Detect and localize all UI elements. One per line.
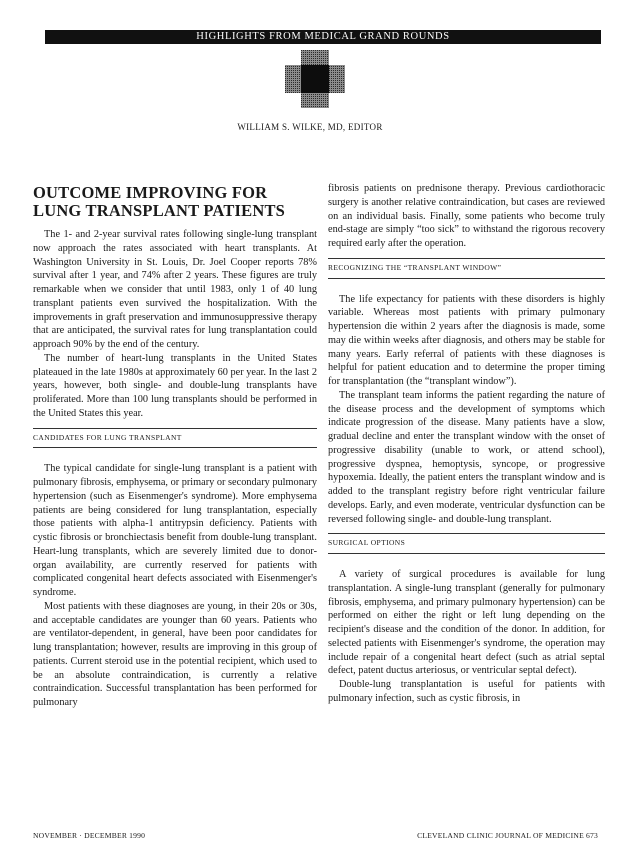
left-column bbox=[33, 184, 317, 710]
intro-paragraph-2: The number of heart-lung transplants in the United States plateaued in the late 1980s at approximately 60 per year. In the last 2 years, however, both single- and double-lung transplants have proliferated. More than 100 lung transplants should be performed in the United States this year. bbox=[33, 352, 317, 419]
candidates-continuation: fibrosis patients on prednisone therapy. Previous cardiothoracic surgery is another relative contraindication, but cases are reviewed on an individual basis. Finally, some patients who become truly end-stage are simply “too sick” to withstand the rigorous recovery required early after the operation. bbox=[328, 183, 605, 249]
right-column bbox=[328, 182, 605, 706]
editor-credit: WILLIAM S. WILKE, MD, EDITOR bbox=[237, 122, 383, 132]
footer-journal-page: CLEVELAND CLINIC JOURNAL OF MEDICINE 673 bbox=[417, 831, 598, 840]
section-banner: HIGHLIGHTS FROM MEDICAL GRAND ROUNDS bbox=[45, 30, 601, 44]
intro-paragraph-1: The 1- and 2-year survival rates following single-lung transplant now approach the rates associated with heart transplants. At Washington University in St. Louis, Dr. Joel Cooper reports 78% survival after 1 year, and 74% after 2 years. These figures are truly remarkable when we consider that until 1983, only 1 of 40 lung transplant patients even survived the hospitalization. With the improvements in graft preservation and immunosuppressive therapy that are anticipated, the survival rates for lung transplantation could approach 90% by the end of the century. bbox=[33, 229, 317, 350]
footer-date: NOVEMBER · DECEMBER 1990 bbox=[33, 831, 146, 840]
section-heading-transplant-window: RECOGNIZING THE “TRANSPLANT WINDOW” bbox=[328, 258, 605, 279]
journal-logo-icon bbox=[285, 50, 345, 108]
window-paragraph-1: The life expectancy for patients with these disorders is highly variable. Whereas most patients with primary pulmonary hypertension die within 2 years after the diagnosis is made, some may die within weeks after diagnosis, and others may be stable for many years. Early referral of patients with these diagnoses is helpful for patient education and to determine the proper timing for transplantation (the “transplant window”). bbox=[328, 293, 605, 387]
surgical-paragraph-2: Double-lung transplantation is useful for patients with pulmonary infection, such as cystic fibrosis, in bbox=[328, 679, 605, 704]
section-heading-candidates: CANDIDATES FOR LUNG TRANSPLANT bbox=[33, 428, 317, 449]
window-paragraph-2: The transplant team informs the patient regarding the nature of the disease process and the development of symptoms which indicate progression of the disease. Many patients have a slow, gradual decline and enter the transplant window with the onset of progressive disability (unable to work, or attend school), progressive dyspnea, hemoptysis, syncope, or progressive hypoxemia. Ideally, the patient enters the transplant window and is added to the transplant registry before right ventricular failure develops. Early, and even moderate, ventricular dysfunction can be reversed following single- and double-lung transplant. bbox=[328, 389, 605, 525]
section-heading-surgical-options: SURGICAL OPTIONS bbox=[328, 533, 605, 554]
article-title: OUTCOME IMPROVING FOR LUNG TRANSPLANT PATIENTS bbox=[33, 183, 286, 220]
surgical-paragraph-1: A variety of surgical procedures is available for lung transplantation. A single-lung transplant (generally for pulmonary fibrosis, emphysema, and primary pulmonary hypertension) can be performed on either the right or left lung depending on the recipient's disease and the condition of the donor. In addition, for selected patients with Eisenmenger's syndrome, the operation may include repair of a congenital heart defect (such as atrial septal defect, patent ductus arteriosus, or ventricular septal defect). bbox=[328, 569, 605, 677]
candidates-paragraph-1: The typical candidate for single-lung transplant is a patient with pulmonary fibrosis, emphysema, or primary or secondary pulmonary hypertension (such as Eisenmenger's syndrome). More emphysema patients are being considered for lung transplantation, especially those patients with alpha-1 antitrypsin deficiency. Patients with cystic fibrosis or bronchiectasis benefit from double-lung transplant. Heart-lung transplants, which are severely limited due to donor-organ availability, are currently reserved for patients with complicated congenital heart defects associated with Eisenmenger's syndrome. bbox=[33, 463, 317, 598]
candidates-paragraph-2: Most patients with these diagnoses are young, in their 20s or 30s, and acceptable candidates are younger than 60 years. Patients who are ventilator-dependent, in general, have been poor candidates for lung transplantation; however, results are improving in this group of patients. Current steroid use in the potential recipient, which used to be an absolute contraindication, is currently a relative contraindication. Successful transplantation has been performed for pulmonary bbox=[33, 600, 317, 708]
